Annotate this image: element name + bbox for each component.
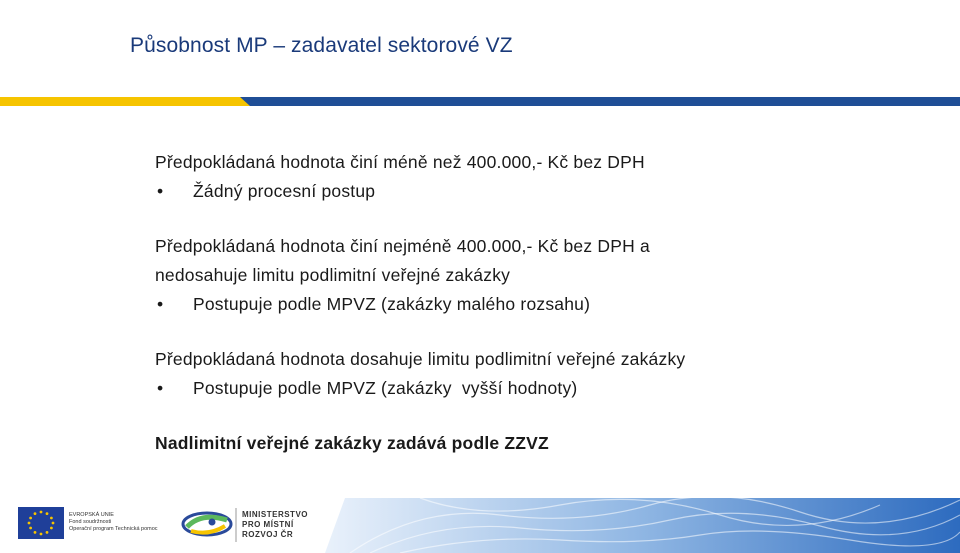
- bullet-dot: •: [157, 294, 164, 314]
- section-1-text: Předpokládaná hodnota činí méně než 400.000,- Kč bez DPH: [155, 152, 645, 172]
- conclusion-text: Nadlimitní veřejné zakázky zadává podle ZZVZ: [155, 433, 549, 453]
- eu-text-2: Fond soudržnosti: [69, 519, 112, 525]
- eu-flag-logo: [18, 507, 64, 539]
- section-3-text: Předpokládaná hodnota dosahuje limitu podlimitní veřejné zakázky: [155, 349, 686, 369]
- bullet-text: Žádný procesní postup: [193, 181, 376, 201]
- ministry-text-1: MINISTERSTVO: [242, 510, 309, 519]
- mmr-logo-mark: [183, 513, 231, 535]
- section-2-text-line2: nedosahuje limitu podlimitní veřejné zakázky: [155, 265, 511, 285]
- ministry-text-3: ROZVOJ ČR: [242, 530, 294, 539]
- bullet-dot: •: [157, 181, 164, 201]
- bullet-text: Postupuje podle MPVZ (zakázky vyšší hodnoty): [193, 378, 578, 398]
- bullet-text: Postupuje podle MPVZ (zakázky malého rozsahu): [193, 294, 591, 314]
- footer-logos: [15, 500, 315, 548]
- eu-text-3: Operační program Technická pomoc: [69, 526, 158, 532]
- ministry-text-2: PRO MÍSTNÍ: [242, 520, 294, 529]
- eu-text-1: EVROPSKÁ UNIE: [69, 512, 114, 518]
- slide-title: Působnost MP – zadavatel sektorové VZ: [130, 34, 513, 57]
- section-2-text-line1: Předpokládaná hodnota činí nejméně 400.000,- Kč bez DPH a: [155, 236, 650, 256]
- bullet-dot: •: [157, 378, 164, 398]
